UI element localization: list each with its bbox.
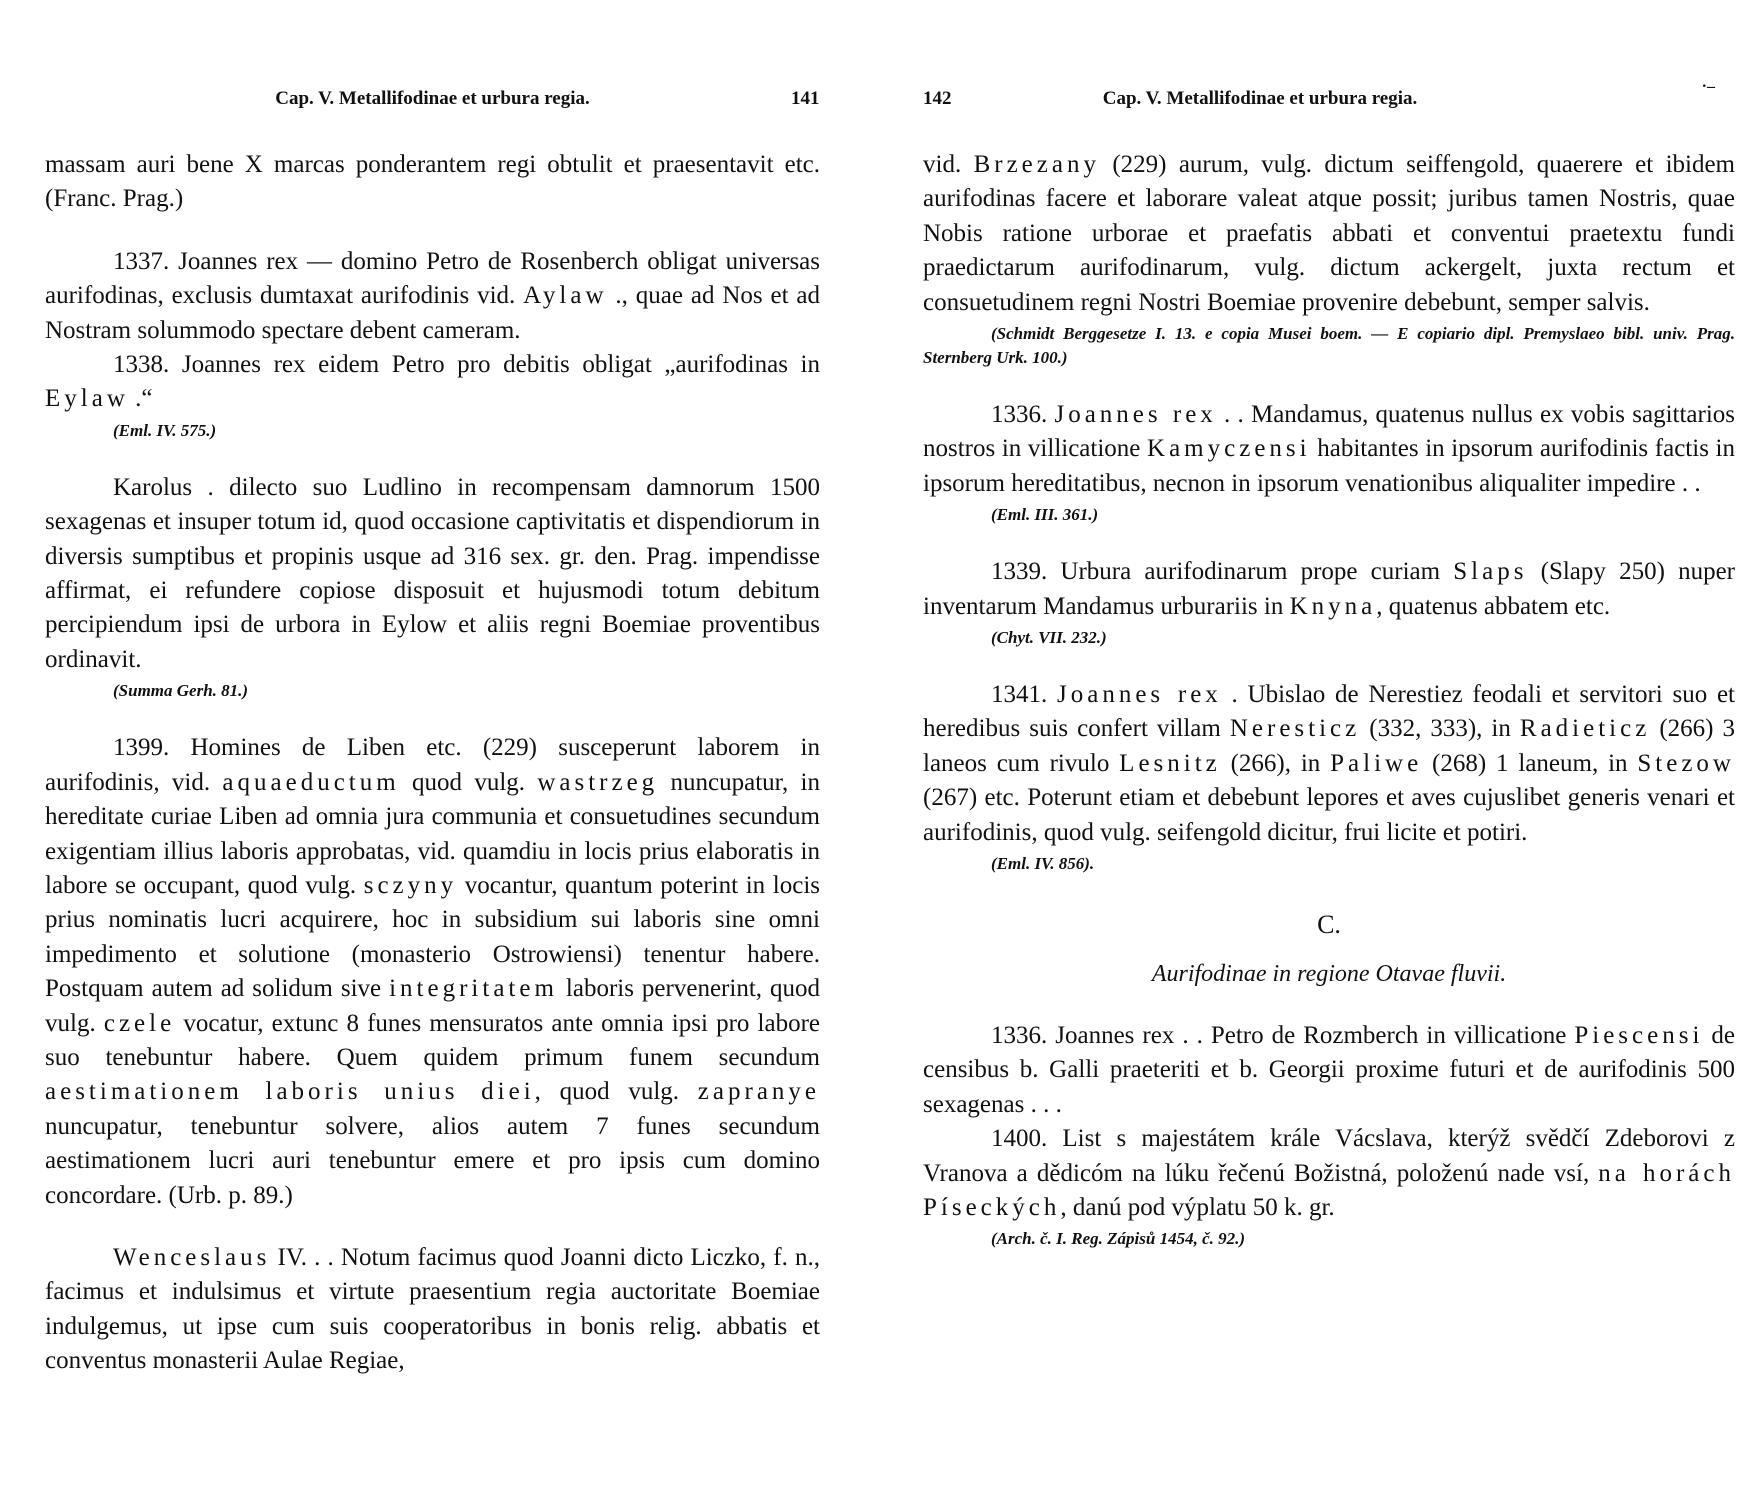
paragraph-1400: 1400. List s majestátem krále Vácslava, kterýž svědčí Zdeborovi z Vranova a dědicóm na lúku řečenú Božistná, položenú nade vsí, na horách Píseckých, danú pod výplatu 50 k. gr. bbox=[923, 1125, 1735, 1221]
running-title: Cap. V. Metallifodinae et urbura regia. bbox=[1102, 88, 1418, 109]
page-number: 142 bbox=[923, 88, 952, 109]
print-mark: ·– bbox=[1701, 78, 1715, 95]
paragraph: vid. Brzezany (229) aurum, vulg. dictum seiffengold, quaerere et ibidem aurifodinas facere et laborare valeat atque possit; juribus tamen Nostris, quae Nobis ratione urborae et praefatis abbati et conventui praetextu fundi praedictarum aurifodinarum, vulg. dictum ackergelt, juxta rectum et consuetudinem regni Nostri Boemiae provenire debebunt, semper salvis. bbox=[923, 151, 1735, 316]
paragraph-1336: 1336. Joannes rex . . Mandamus, quatenus nullus ex vobis sagittarios nostros in villicatione Kamyczensi habitantes in ipsorum aurifodinis factis in ipsorum hereditatibus, necnon in ipsorum venationibus aliqualiter impedire . . bbox=[923, 401, 1735, 497]
paragraph-1336-rozmberch: 1336. Joannes rex . . Petro de Rozmberch in villicatione Piescensi de censibus b. Galli praeteriti et b. Georgii proxime futuri et de aurifodinis 500 sexagenas . . . bbox=[923, 1021, 1735, 1118]
paragraph-wenceslaus: Wenceslaus IV. . . Notum facimus quod Joanni dicto Liczko, f. n., facimus et indulsimus et virtute praesentium regia auctoritate Boemiae indulgemus, ut ipse cum suis cooperatoribus in bonis relig. abbatis et conventus monasterii Aulae Regiae, bbox=[45, 1243, 820, 1375]
citation: (Summa Gerh. 81.) bbox=[113, 681, 249, 701]
spaced-name: Wenceslaus bbox=[113, 1243, 271, 1271]
running-title: Cap. V. Metallifodinae et urbura regia. bbox=[275, 88, 590, 109]
spaced-place-name: Eylaw bbox=[45, 385, 129, 413]
citation: (Schmidt Berggesetze I. 13. e copia Musei boem. — E copiario dipl. Premyslaeo bibl. univ. Prag. Sternberg Urk. 100.) bbox=[923, 324, 1735, 368]
left-page bbox=[0, 0, 820, 1500]
page-body bbox=[923, 148, 1735, 1251]
paragraph-karolus: Karolus . dilecto suo Ludlino in recompensam damnorum 1500 sexagenas et insuper totum id, quod occasione captivitatis et dispendiorum in diversis sumptibus et propinis usque ad 316 sex. gr. den. Prag. impendisse affirmat, ei refundere copiose disposuit et hujusmodi totum debitum percipiendum ipsi de urbora in Eylow et aliis regni Boemiae proventibus ordinavit. bbox=[45, 473, 820, 673]
page-body bbox=[45, 148, 820, 1379]
citation: (Eml. III. 361.) bbox=[991, 505, 1099, 525]
running-header bbox=[0, 88, 820, 118]
citation: (Eml. IV. 575.) bbox=[113, 420, 217, 440]
page-number: 141 bbox=[791, 88, 820, 109]
paragraph-1337: 1337. Joannes rex — domino Petro de Rosenberch obligat universas aurifodinas, exclusis dumtaxat aurifodinis vid. Aylaw ., quae ad Nos et ad Nostram solummodo spectare debent cameram. bbox=[45, 247, 820, 344]
section-letter: C. bbox=[1317, 910, 1341, 940]
section-title: Aurifodinae in regione Otavae fluvii. bbox=[1151, 960, 1507, 987]
running-header bbox=[905, 78, 1735, 118]
right-page bbox=[905, 0, 1735, 1500]
citation: (Arch. č. I. Reg. Zápisů 1454, č. 92.) bbox=[991, 1229, 1246, 1249]
paragraph: massam auri bene X marcas ponderantem regi obtulit et praesentavit etc. (Franc. Prag.) bbox=[45, 151, 820, 213]
paragraph-1341: 1341. Joannes rex . Ubislao de Nerestiez feodali et servitori suo et heredibus suis confert villam Neresticz (332, 333), in Radieticz (266) 3 laneos cum rivulo Lesnitz (266), in Paliwe (268) 1 laneum, in Stezow (267) etc. Poterunt etiam et debebunt lepores et aves cujuslibet generis venari et aurifodinis, quod vulg. seifengold dicitur, frui licite et potiri. bbox=[923, 681, 1735, 846]
paragraph-1399: 1399. Homines de Liben etc. (229) susceperunt laborem in aurifodinis, vid. aquaeductum quod vulg. wastrzeg nuncupatur, in hereditate curiae Liben ad omnia jura communia et consuetudines secundum exigentiam illius laboris approbatas, vid. quamdiu in locis prius elaboratis in labore se occupant, quod vulg. sczyny vocantur, quantum poterint in locis prius nominatis lucri acquirere, hoc in subsidium sui laboris sine omni impedimento et solutione (monasterio Ostrowiensi) tenentur habere. Postquam autem ad solidum sive integritatem laboris pervenerint, quod vulg. czele vocatur, extunc 8 funes mensuratos ante omnia ipsi pro labore suo tenebuntur habere. Quem quidem primum funem secundum aestimationem laboris unius diei, quod vulg. zapranye nuncupatur, tenebuntur solvere, alios autem 7 funes secundum aestimationem lucri auri tenebuntur emere et pro ipsis cum domino concordare. (Urb. p. 89.) bbox=[45, 734, 821, 1209]
spaced-place-name: Aylaw bbox=[523, 282, 608, 310]
citation: (Chyt. VII. 232.) bbox=[991, 628, 1107, 648]
paragraph-1338: 1338. Joannes rex eidem Petro pro debitis obligat „aurifodinas in Eylaw .“ bbox=[45, 351, 820, 413]
paragraph-1339: 1339. Urbura aurifodinarum prope curiam Slaps (Slapy 250) nuper inventarum Mandamus urburariis in Knyna, quatenus abbatem etc. bbox=[923, 558, 1735, 620]
citation: (Eml. IV. 856). bbox=[991, 854, 1095, 874]
